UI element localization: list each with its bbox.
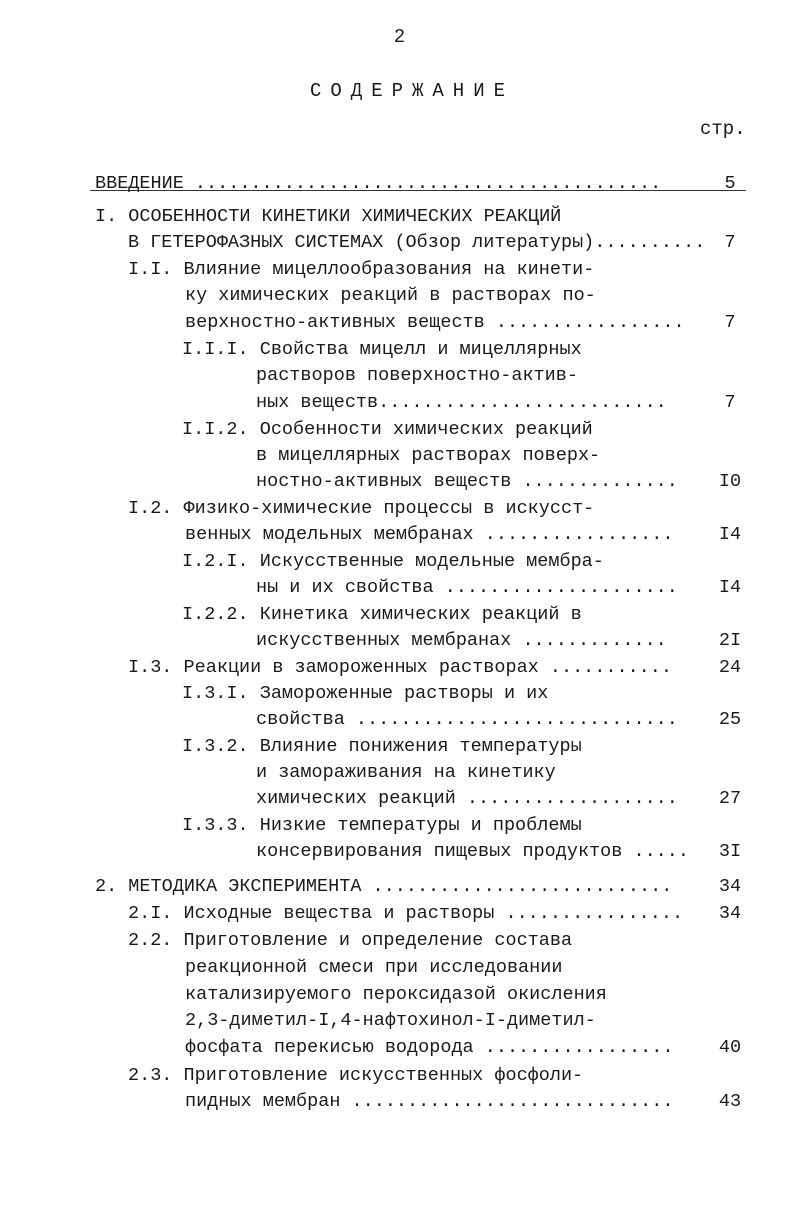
toc-entry-line: свойства ............................. [256, 709, 678, 730]
toc-page-number: I0 [718, 471, 742, 492]
toc-entry-line: I.3.I. Замороженные растворы и их [182, 683, 549, 704]
toc-entry-line: I.3.3. Низкие температуры и проблемы [182, 815, 582, 836]
toc-entry-line: В ГЕТЕРОФАЗНЫХ СИСТЕМАХ (Обзор литературы).......... [128, 232, 706, 253]
page-column-label: стр. [700, 118, 746, 140]
toc-entry-line: ВВЕДЕНИЕ .......................................... [95, 173, 662, 194]
toc-page-number: 3I [718, 841, 742, 862]
page-title: СОДЕРЖАНИЕ [309, 80, 515, 102]
toc-entry-line: I.3.2. Влияние понижения температуры [182, 736, 582, 757]
toc-entry-line: I. ОСОБЕННОСТИ КИНЕТИКИ ХИМИЧЕСКИХ РЕАКЦИЙ [95, 206, 562, 227]
toc-entry-line: I.2.2. Кинетика химических реакций в [182, 604, 582, 625]
toc-entry-line: фосфата перекисью водорода ................. [185, 1037, 674, 1058]
toc-entry-line: растворов поверхностно-актив- [256, 365, 578, 386]
toc-entry-line: катализируемого пероксидазой окисления [185, 984, 607, 1005]
toc-entry-line: искусственных мембранах ............. [256, 630, 667, 651]
toc-entry-line: ку химических реакций в растворах по- [185, 285, 596, 306]
toc-page-number: I4 [718, 577, 742, 598]
page-number: 2 [393, 26, 406, 48]
toc-page-number: 40 [718, 1037, 742, 1058]
toc-entry-line: ностно-активных веществ .............. [256, 471, 678, 492]
toc-page-number: 7 [724, 312, 736, 333]
toc-entry-line: консервирования пищевых продуктов ..... [256, 841, 689, 862]
toc-page-number: 34 [718, 903, 742, 924]
toc-entry-line: ны и их свойства ..................... [256, 577, 678, 598]
toc-page-number: I4 [718, 524, 742, 545]
toc-entry-line: I.I.I. Свойства мицелл и мицеллярных [182, 339, 582, 360]
toc-page-number: 2I [718, 630, 742, 651]
toc-page-number: 25 [718, 709, 742, 730]
toc-page-number: 34 [718, 876, 742, 897]
toc-entry-line: и замораживания на кинетику [256, 762, 556, 783]
toc-entry-line: 2.3. Приготовление искусственных фосфоли- [128, 1065, 584, 1086]
toc-page-number: 43 [718, 1091, 742, 1112]
toc-page-number: 7 [724, 232, 736, 253]
toc-entry-line: венных модельных мембранах ................. [185, 524, 674, 545]
toc-page-number: 27 [718, 788, 742, 809]
toc-entry-line: 2,3-диметил-I,4-нафтохинол-I-диметил- [185, 1010, 596, 1031]
toc-entry-line: реакционной смеси при исследовании [185, 957, 563, 978]
toc-entry-line: 2.2. Приготовление и определение состава [128, 930, 573, 951]
toc-entry-line: химических реакций ................... [256, 788, 678, 809]
toc-entry-line: I.I. Влияние мицеллообразования на кинети- [128, 259, 595, 280]
toc-entry-line: I.I.2. Особенности химических реакций [182, 419, 593, 440]
toc-page-number: 5 [724, 173, 736, 194]
toc-entry-line: ных веществ.......................... [256, 392, 667, 413]
toc-entry-line: I.2.I. Искусственные модельные мембра- [182, 551, 604, 572]
toc-page-number: 24 [718, 657, 742, 678]
toc-entry-line: 2. МЕТОДИКА ЭКСПЕРИМЕНТА ........................... [95, 876, 673, 897]
toc-entry-line: в мицеллярных растворах поверх- [256, 445, 601, 466]
toc-entry-line: пидных мембран ............................. [185, 1091, 674, 1112]
toc-entry-line: 2.I. Исходные вещества и растворы ................ [128, 903, 684, 924]
toc-entry-line: I.3. Реакции в замороженных растворах ........... [128, 657, 672, 678]
toc-entry-line: верхностно-активных веществ ................. [185, 312, 685, 333]
toc-page-number: 7 [724, 392, 736, 413]
toc-entry-line: I.2. Физико-химические процессы в искусст- [128, 498, 595, 519]
